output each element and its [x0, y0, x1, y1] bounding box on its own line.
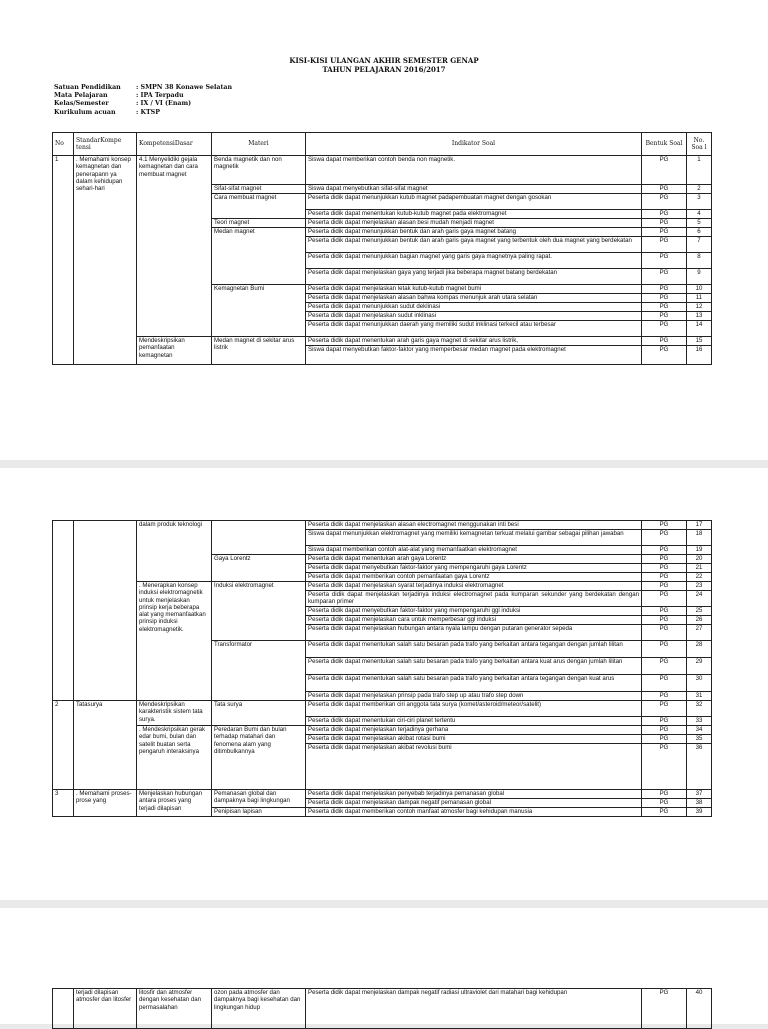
- bentuk-cell: PG: [642, 337, 687, 346]
- table-row: [53, 790, 712, 799]
- bentuk-cell: PG: [642, 269, 687, 285]
- bentuk-cell: PG: [642, 156, 687, 185]
- nosoal-cell: 39: [687, 808, 712, 817]
- materi-cell: Induksi elektromagnet: [212, 582, 306, 641]
- row-number: [53, 521, 74, 701]
- identity-row: Kurikulum acuan : KTSP: [54, 108, 160, 116]
- bentuk-cell: PG: [642, 675, 687, 692]
- document-page-2: [0, 468, 768, 900]
- indikator-cell: Peserta didik dapat menjelaskan terjadinya gerhana: [306, 726, 642, 735]
- indikator-cell: Peserta didik dapat menentukan salah satu besaran pada trafo yang berkaitan antara tegangan dengan kuat arus: [306, 675, 642, 692]
- table-row: [53, 582, 712, 591]
- materi-cell: Benda magnetik dan non magnetik: [212, 156, 306, 185]
- bentuk-cell: PG: [642, 717, 687, 726]
- nosoal-cell: 23: [687, 582, 712, 591]
- identity-block: [54, 84, 232, 117]
- table-header-row: [53, 133, 712, 156]
- nosoal-cell: 15: [687, 337, 712, 346]
- indikator-cell: Peserta didik dapat menunjukkan bentuk dan arah garis gaya magnet batang: [306, 228, 642, 237]
- indikator-cell: Peserta didik dapat menentukan arah garis gaya magnet di sekitar arus listrik,: [306, 337, 642, 346]
- nosoal-cell: 37: [687, 790, 712, 799]
- document-title: KISI-KISI ULANGAN AKHIR SEMESTER GENAP: [289, 56, 479, 65]
- kompetensi-dasar: . Menerapkan konsep induksi elektromagnetik untuk menjelaskan prinsip kerja beberapa alat yang memanfaatkan prinsip induksi elektromagnetik.: [137, 582, 212, 701]
- table-row: [53, 701, 712, 717]
- bentuk-cell: PG: [642, 808, 687, 817]
- kisi-table-page-3: [52, 988, 712, 1029]
- nosoal-cell: 27: [687, 625, 712, 641]
- nosoal-cell: 19: [687, 546, 712, 555]
- indikator-cell: Peserta didik dapat menjelaskan letak kutub-kutub magnet bumi: [306, 285, 642, 294]
- bentuk-cell: PG: [642, 321, 687, 337]
- bentuk-cell: PG: [642, 799, 687, 808]
- kisi-table-page-1: [52, 132, 712, 365]
- materi-cell: Gaya Lorentz: [212, 555, 306, 582]
- nosoal-cell: 26: [687, 616, 712, 625]
- bentuk-cell: PG: [642, 303, 687, 312]
- indikator-cell: Peserta didik dapat menjelaskan terjadinya induksi electromagnet pada kumparan sekunder yang berdekatan dengan kumparan primer: [306, 591, 642, 607]
- bentuk-cell: PG: [642, 312, 687, 321]
- indikator-cell: Peserta didik dapat menjelaskan gaya yang terjadi jika beberapa magnet batang berdekatan: [306, 269, 642, 285]
- document-subtitle: TAHUN PELAJARAN 2016/2017: [322, 65, 446, 74]
- nosoal-cell: 1: [687, 156, 712, 185]
- indikator-cell: Peserta didik dapat menentukan kutub-kutub magnet pada elektromagnet: [306, 210, 642, 219]
- indikator-cell: Peserta didik dapat menyebutkan faktor-faktor yang mempengaruhi gaya Lorentz: [306, 564, 642, 573]
- bentuk-cell: PG: [642, 744, 687, 790]
- col-bentuk-header: Bentuk Soal: [642, 133, 687, 156]
- bentuk-cell: PG: [642, 194, 687, 210]
- bentuk-cell: PG: [642, 692, 687, 701]
- identity-row: Satuan Pendidikan : SMPN 38 Konawe Selatan: [54, 84, 233, 91]
- indikator-cell: Peserta didik dapat menunjukkan bentuk dan arah garis gaya magnet yang terbentuk oleh dua magnet yang berdekatan: [306, 237, 642, 253]
- nosoal-cell: 3: [687, 194, 712, 210]
- document-page-1: [0, 0, 768, 460]
- bentuk-cell: PG: [642, 555, 687, 564]
- nosoal-cell: 10: [687, 285, 712, 294]
- nosoal-cell: 20: [687, 555, 712, 564]
- kompetensi-dasar: litosfir dan atmosfer dengan kesehatan dan permasalahan: [137, 989, 212, 1029]
- bentuk-cell: PG: [642, 253, 687, 269]
- bentuk-cell: PG: [642, 237, 687, 253]
- indikator-cell: Peserta didik dapat menjelaskan sudut inklinasi: [306, 312, 642, 321]
- nosoal-cell: 29: [687, 658, 712, 675]
- col-materi-header: Materi: [212, 133, 306, 156]
- nosoal-cell: 21: [687, 564, 712, 573]
- kompetensi-dasar: dalam produk teknologi: [137, 521, 212, 582]
- materi-cell: Transformator: [212, 641, 306, 701]
- nosoal-cell: 12: [687, 303, 712, 312]
- table-row: [53, 156, 712, 185]
- nosoal-cell: 8: [687, 253, 712, 269]
- indikator-cell: Peserta didik dapat menjelaskan dampak negatif pemanasan global: [306, 799, 642, 808]
- bentuk-cell: PG: [642, 346, 687, 365]
- indikator-cell: Siswa dapat menunjukkan elektromagnet yang memiliki kemagnetan terkuat melalui gambar sebagai pilihan jawaban: [306, 530, 642, 546]
- col-indikator-header: Indikator Soal: [306, 133, 642, 156]
- indikator-cell: Peserta didik dapat menentukan arah gaya Lorentz: [306, 555, 642, 564]
- row-number: 2: [53, 701, 74, 790]
- bentuk-cell: PG: [642, 228, 687, 237]
- indikator-cell: Peserta didik dapat memberikan ciri anggota tata surya (komet/asteroid/meteor/satelit): [306, 701, 642, 717]
- indikator-cell: Peserta didik dapat menjelaskan alasan bahwa kompas menunjuk arah utara selatan: [306, 294, 642, 303]
- bentuk-cell: PG: [642, 591, 687, 607]
- indikator-cell: Siswa dapat menyebutkan sifat-sifat magnet: [306, 185, 642, 194]
- materi-cell: Teori magnet: [212, 219, 306, 228]
- kompetensi-dasar: Mendeskripsikan pemanfaatan kemagnetan: [137, 337, 212, 365]
- materi-cell: ozon pada atmosfer dan dampaknya bagi kesehatan dan lingkungan hidup: [212, 989, 306, 1029]
- bentuk-cell: PG: [642, 989, 687, 1029]
- nosoal-cell: 24: [687, 591, 712, 607]
- identity-row: Mata Pelajaran : IPA Terpadu: [54, 92, 184, 100]
- bentuk-cell: PG: [642, 285, 687, 294]
- nosoal-cell: 11: [687, 294, 712, 303]
- materi-cell: Kemagnetan Bumi: [212, 285, 306, 337]
- identity-row: Kelas/Semester : IX / VI (Enam): [54, 100, 192, 108]
- nosoal-cell: 36: [687, 744, 712, 790]
- bentuk-cell: PG: [642, 726, 687, 735]
- materi-cell: Cara membuat magnet: [212, 194, 306, 219]
- bentuk-cell: PG: [642, 641, 687, 658]
- indikator-cell: Peserta didik dapat menjelaskan cara untuk memperbesar ggl induksi: [306, 616, 642, 625]
- materi-cell: Medan magnet di sekitar arus listrik: [212, 337, 306, 365]
- document-page-3: [0, 908, 768, 1024]
- col-no-header: No: [53, 133, 74, 156]
- nosoal-cell: 40: [687, 989, 712, 1029]
- nosoal-cell: 7: [687, 237, 712, 253]
- indikator-cell: Peserta didik dapat menentukan ciri-ciri planet tertentu: [306, 717, 642, 726]
- indikator-cell: Peserta didik dapat menjelaskan prinsip pada trafo step up atau trafo step down: [306, 692, 642, 701]
- bentuk-cell: PG: [642, 530, 687, 546]
- indikator-cell: Peserta didik dapat menjelaskan alasan electromagnet menggunakan inti besi: [306, 521, 642, 530]
- indikator-cell: Peserta didik dapat menunjukkan daerah yang memiliki sudut inklinasi terkecil atau terbesar: [306, 321, 642, 337]
- standar-kompetensi: Tatasurya: [74, 701, 137, 790]
- nosoal-cell: 9: [687, 269, 712, 285]
- nosoal-cell: 6: [687, 228, 712, 237]
- materi-cell: Pemanasan global dan dampaknya bagi lingkungan: [212, 790, 306, 808]
- bentuk-cell: PG: [642, 219, 687, 228]
- indikator-cell: Peserta didik dapat menjelaskan akibat revolusi bumi: [306, 744, 642, 790]
- nosoal-cell: 32: [687, 701, 712, 717]
- standar-kompetensi: terjadi dilapisan atmosfer dan litosfer: [74, 989, 137, 1029]
- materi-cell: Tata surya: [212, 701, 306, 726]
- nosoal-cell: 34: [687, 726, 712, 735]
- bentuk-cell: PG: [642, 735, 687, 744]
- col-kd-header: KompetensiDasar: [137, 133, 212, 156]
- materi-cell: Penipisan lapisan: [212, 808, 306, 817]
- bentuk-cell: PG: [642, 521, 687, 530]
- table-row: [53, 521, 712, 530]
- indikator-cell: Peserta didik dapat menunjukkan kutub magnet padapembuatan magnet dengan gosokan: [306, 194, 642, 210]
- bentuk-cell: PG: [642, 546, 687, 555]
- nosoal-cell: 22: [687, 573, 712, 582]
- bentuk-cell: PG: [642, 658, 687, 675]
- kompetensi-dasar: Menjelaskan hubungan antara proses yang terjadi dilapisan: [137, 790, 212, 817]
- bentuk-cell: PG: [642, 582, 687, 591]
- kompetensi-dasar: Mendeskripsikan karakteristik sistem tata surya.: [137, 701, 212, 726]
- indikator-cell: Peserta didik dapat menyebutkan faktor-faktor yang mempengaruhi ggl induksi: [306, 607, 642, 616]
- indikator-cell: Peserta didik dapat menunjukkan sudut deklinasi: [306, 303, 642, 312]
- nosoal-cell: 30: [687, 675, 712, 692]
- indikator-cell: Peserta didik dapat menentukan salah satu besaran pada trafo yang berkaitan antara tegangan dengan jumlah lilitan: [306, 641, 642, 658]
- indikator-cell: Peserta didik dapat menjelaskan penyebab terjadinya pemanasan global: [306, 790, 642, 799]
- kisi-table-page-2: [52, 520, 712, 817]
- nosoal-cell: 33: [687, 717, 712, 726]
- standar-kompetensi: . Memahami proses-prose yang: [74, 790, 137, 817]
- table-row: [53, 989, 712, 1029]
- nosoal-cell: 38: [687, 799, 712, 808]
- nosoal-cell: 2: [687, 185, 712, 194]
- indikator-cell: Peserta didik dapat memberikan contoh manfaat atmosfer bagi kehidupan manusia: [306, 808, 642, 817]
- row-number: [53, 989, 74, 1029]
- standar-kompetensi: . Memahami konsep kemagnetan dan penerapann ya dalam kehidupan sehari-hari: [74, 156, 137, 365]
- indikator-cell: Peserta didik dapat menjelaskan syarat terjadinya induksi elektromagnet: [306, 582, 642, 591]
- col-sk-header: StandarKompe tensi: [74, 133, 137, 156]
- bentuk-cell: PG: [642, 790, 687, 799]
- table-row: [53, 337, 712, 346]
- materi-cell: Peredaran Bumi dan bulan terhadap matahari dan fenomena alam yang ditimbulkannya: [212, 726, 306, 790]
- kompetensi-dasar: 4.1 Menyelidiki gejala kemagnetan dan cara membuat magnet: [137, 156, 212, 337]
- bentuk-cell: PG: [642, 564, 687, 573]
- bentuk-cell: PG: [642, 607, 687, 616]
- nosoal-cell: 13: [687, 312, 712, 321]
- nosoal-cell: 28: [687, 641, 712, 658]
- indikator-cell: Peserta didik dapat menjelaskan hubungan antara nyala lampu dengan putaran generator sepeda: [306, 625, 642, 641]
- indikator-cell: Peserta didik dapat menjelaskan alasan besi mudah menjadi magnet: [306, 219, 642, 228]
- bentuk-cell: PG: [642, 625, 687, 641]
- bentuk-cell: PG: [642, 573, 687, 582]
- row-number: 3: [53, 790, 74, 817]
- nosoal-cell: 4: [687, 210, 712, 219]
- indikator-cell: Peserta didik dapat menjelaskan akibat rotasi bumi: [306, 735, 642, 744]
- nosoal-cell: 5: [687, 219, 712, 228]
- nosoal-cell: 18: [687, 530, 712, 546]
- bentuk-cell: PG: [642, 294, 687, 303]
- indikator-cell: Peserta didik dapat menjelaskan dampak negatif radiasi ultraviolet dari matahari bagi kehidupan: [306, 989, 642, 1029]
- indikator-cell: Siswa dapat memberikan contoh alat-alat yang memanfaatkan elektromagnet: [306, 546, 642, 555]
- col-nosoal-header: No. Soa l: [687, 133, 712, 156]
- standar-kompetensi: [74, 521, 137, 701]
- row-number: 1: [53, 156, 74, 365]
- nosoal-cell: 16: [687, 346, 712, 365]
- indikator-cell: Peserta didik dapat menunjukkan bagian magnet yang garis gaya magnetnya paling rapat.: [306, 253, 642, 269]
- bentuk-cell: PG: [642, 616, 687, 625]
- indikator-cell: Peserta didik dapat menentukan salah satu besaran pada trafo yang berkaitan antara kuat arus dengan jumlah lilitan: [306, 658, 642, 675]
- bentuk-cell: PG: [642, 185, 687, 194]
- nosoal-cell: 35: [687, 735, 712, 744]
- nosoal-cell: 31: [687, 692, 712, 701]
- indikator-cell: Siswa dapat memberikan contoh benda non magnetik.: [306, 156, 642, 185]
- kompetensi-dasar: . Mendeskripsikan gerak edar bumi, bulan dan satelit buatan serta pengaruh interaksinya: [137, 726, 212, 790]
- bentuk-cell: PG: [642, 210, 687, 219]
- materi-cell: Sifat-sifat magnet: [212, 185, 306, 194]
- materi-cell: [212, 521, 306, 555]
- table-row: [53, 726, 712, 735]
- nosoal-cell: 25: [687, 607, 712, 616]
- materi-cell: Medan magnet: [212, 228, 306, 285]
- nosoal-cell: 14: [687, 321, 712, 337]
- indikator-cell: Siswa dapat menyebutkan faktor-faktor yang memperbesar medan magnet pada elektromagnet: [306, 346, 642, 365]
- bentuk-cell: PG: [642, 701, 687, 717]
- indikator-cell: Peserta didik dapat memberikan contoh pemanfaatan gaya Lorentz: [306, 573, 642, 582]
- nosoal-cell: 17: [687, 521, 712, 530]
